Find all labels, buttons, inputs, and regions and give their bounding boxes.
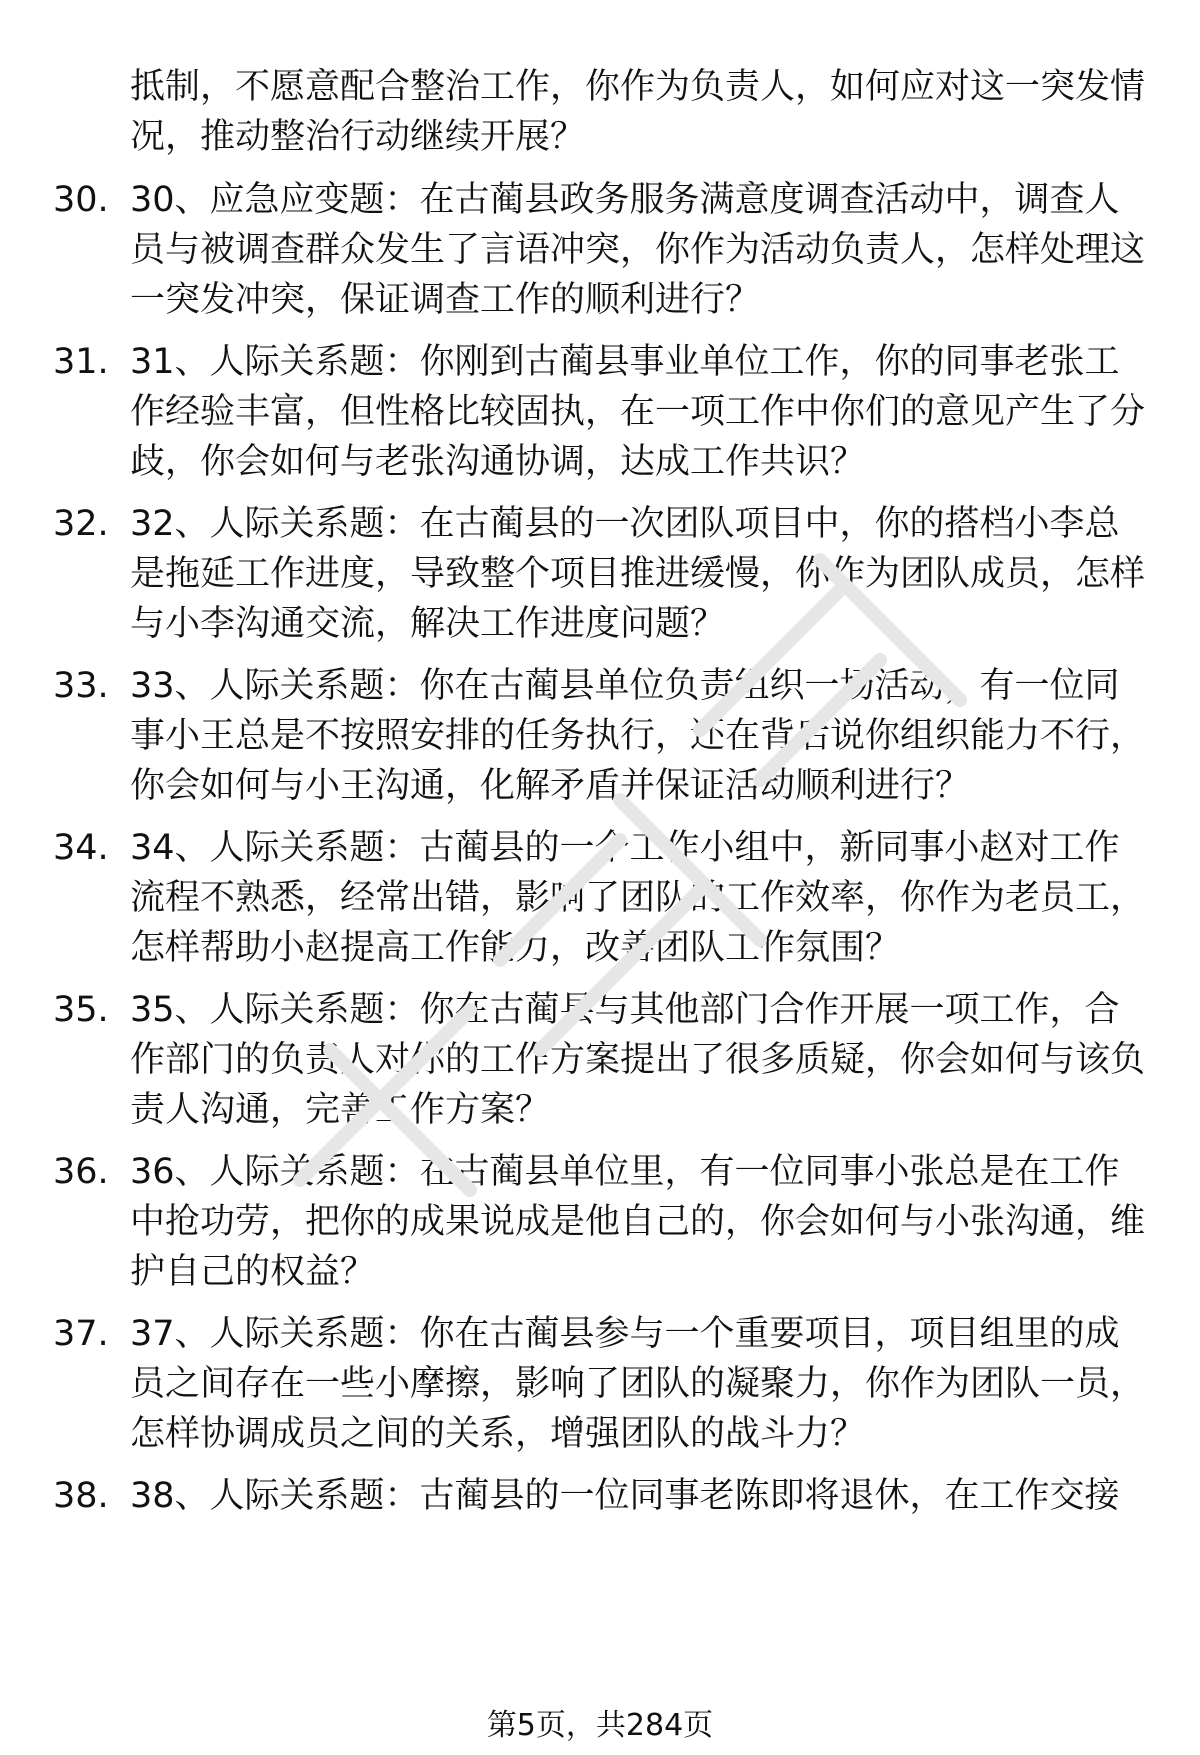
continuation-paragraph: 抵制，不愿意配合整治工作，你作为负责人，如何应对这一突发情况，推动整治行动继续开展？ [130,67,1146,157]
question-text: 30、应急应变题：在古蔺县政务服务满意度调查活动中，调查人员与被调查群众发生了言语冲突，你作为活动负责人，怎样处理这一突发冲突，保证调查工作的顺利进行？ [130,180,1146,320]
question-number: 32. [53,504,109,544]
question-number: 35. [53,990,109,1030]
question-number: 34. [53,828,109,868]
question-number: 31. [53,342,109,382]
question-number: 33. [53,666,109,706]
question-text: 38、人际关系题：古蔺县的一位同事老陈即将退休，在工作交接 [130,1476,1120,1516]
question-text: 33、人际关系题：你在古蔺县单位负责组织一场活动，有一位同事小王总是不按照安排的任务执行，还在背后说你组织能力不行，你会如何与小王沟通，化解矛盾并保证活动顺利进行？ [130,666,1146,806]
question-text: 36、人际关系题：在古蔺县单位里，有一位同事小张总是在工作中抢功劳，把你的成果说成是他自己的，你会如何与小张沟通，维护自己的权益？ [130,1152,1146,1292]
question-text: 32、人际关系题：在古蔺县的一次团队项目中，你的搭档小李总是拖延工作进度，导致整个项目推进缓慢，你作为团队成员，怎样与小李沟通交流，解决工作进度问题？ [130,504,1146,644]
question-text: 31、人际关系题：你刚到古蔺县事业单位工作，你的同事老张工作经验丰富，但性格比较固执，在一项工作中你们的意见产生了分歧，你会如何与老张沟通协调，达成工作共识？ [130,342,1146,482]
question-number: 36. [53,1152,109,1192]
question-number: 38. [53,1476,109,1516]
question-number: 30. [53,180,109,220]
question-text: 37、人际关系题：你在古蔺县参与一个重要项目，项目组里的成员之间存在一些小摩擦，影响了团队的凝聚力，你作为团队一员，怎样协调成员之间的关系，增强团队的战斗力？ [130,1314,1146,1454]
question-text: 34、人际关系题：古蔺县的一个工作小组中，新同事小赵对工作流程不熟悉，经常出错，影响了团队的工作效率，你作为老员工，怎样帮助小赵提高工作能力，改善团队工作氛围？ [130,828,1146,968]
question-number: 37. [53,1314,109,1354]
question-text: 35、人际关系题：你在古蔺县与其他部门合作开展一项工作，合作部门的负责人对你的工作方案提出了很多质疑，你会如何与该负责人沟通，完善工作方案？ [130,990,1146,1130]
page-footer: 第5页，共284页 [486,1708,714,1743]
